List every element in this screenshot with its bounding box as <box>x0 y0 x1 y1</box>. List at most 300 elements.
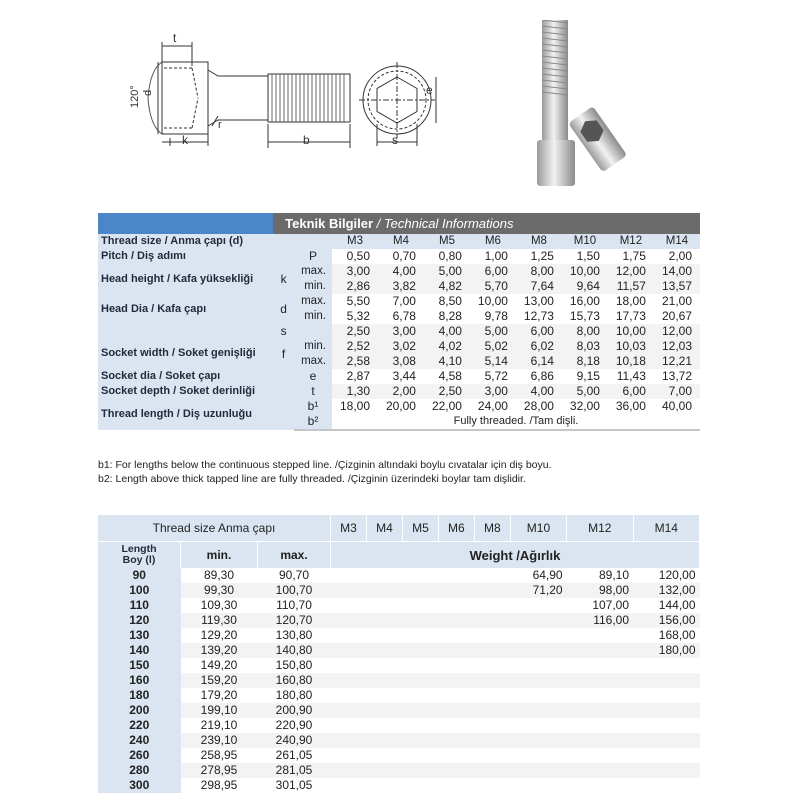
weight-cell <box>567 718 633 733</box>
cell: 12,73 <box>523 309 554 323</box>
max-cell: 220,90 <box>275 718 313 732</box>
head-dia-label: Head Dia / Kafa çapı <box>98 294 273 324</box>
cell: 3,00 <box>470 384 516 399</box>
thread-size-header: Thread size Anma çapı <box>98 515 331 542</box>
weight-cell <box>510 703 566 718</box>
max-label: max. <box>294 354 332 369</box>
dim-e-label: e <box>426 83 433 97</box>
cell: 2,86 <box>332 279 378 294</box>
cell: 4,00 <box>516 384 562 399</box>
col-m6: M6 <box>438 515 474 542</box>
weight-cell <box>366 658 402 673</box>
col-m10: M10 <box>510 515 566 542</box>
cell: 4,02 <box>424 339 470 354</box>
cell: 10,00 <box>608 324 654 339</box>
length-cell: 100 <box>98 583 181 598</box>
min-cell: 298,95 <box>200 778 238 792</box>
weight-cell <box>567 688 633 703</box>
cell: 21,00 <box>661 294 692 308</box>
max-cell: 281,05 <box>258 763 331 778</box>
min-cell: 99,30 <box>181 583 258 598</box>
cell: 5,00 <box>562 384 608 399</box>
cell: 6,00 <box>470 264 516 279</box>
weight-cell <box>438 733 474 748</box>
col-m14: M14 <box>633 515 699 542</box>
cell: 3,00 <box>332 264 378 279</box>
weight-cell <box>567 733 633 748</box>
max-label: max. <box>294 264 332 279</box>
cell: 5,50 <box>346 294 370 308</box>
cell: 5,72 <box>484 369 508 383</box>
col-m14: M14 <box>654 234 700 249</box>
weight-cell <box>331 688 367 703</box>
cell: 5,32 <box>346 309 370 323</box>
weight-cell <box>510 748 566 763</box>
weight-cell <box>474 628 510 643</box>
table-row <box>98 628 700 643</box>
cell: 2,50 <box>424 384 470 399</box>
length-cell: 300 <box>98 778 181 793</box>
cell: 9,64 <box>562 279 608 294</box>
row-thread-length-b1 <box>98 399 700 414</box>
weight-cell <box>366 598 402 613</box>
weight-cell <box>438 628 474 643</box>
length-cell: 280 <box>98 763 181 778</box>
max-cell: 180,80 <box>275 688 313 702</box>
weight-cell <box>331 643 367 658</box>
cell: 1,00 <box>484 249 508 263</box>
weight-cell <box>366 763 402 778</box>
cell: 9,15 <box>576 369 600 383</box>
weight-cell <box>331 718 367 733</box>
min-cell: 89,30 <box>203 568 235 582</box>
cell: 1,30 <box>332 384 378 399</box>
dim-k-label: k <box>182 133 188 147</box>
cell: 8,28 <box>438 309 462 323</box>
table-row <box>98 703 700 718</box>
col-m4: M4 <box>378 234 424 249</box>
col-m12: M12 <box>567 515 633 542</box>
cell: 4,00 <box>424 324 470 339</box>
weight-cell <box>366 733 402 748</box>
weight-cell: 144,00 <box>658 598 696 612</box>
weight-cell <box>510 718 566 733</box>
title-accent <box>98 213 273 234</box>
weight-cell <box>366 628 402 643</box>
cell: 11,57 <box>608 279 654 294</box>
weight-cell <box>402 733 438 748</box>
weight-cell <box>402 628 438 643</box>
weight-cell <box>366 688 402 703</box>
cell: 12,00 <box>654 324 700 339</box>
cell: 4,82 <box>424 279 470 294</box>
weight-cell <box>438 643 474 658</box>
weight-table <box>98 515 700 793</box>
weight-cell <box>567 628 633 643</box>
cell: 2,00 <box>378 384 424 399</box>
weight-cell <box>331 748 367 763</box>
weight-cell <box>474 673 510 688</box>
cell: 20,00 <box>385 399 416 413</box>
dim-r-label: r <box>218 119 222 131</box>
weight-cell: 71,20 <box>510 583 566 598</box>
weight-cell <box>331 628 367 643</box>
cell: 8,00 <box>516 264 562 279</box>
weight-cell <box>402 598 438 613</box>
cell: 11,43 <box>616 369 646 383</box>
cell: 16,00 <box>569 294 600 308</box>
cell: 18,00 <box>615 294 646 308</box>
weight-cell <box>331 778 367 793</box>
weight-cell <box>474 658 510 673</box>
weight-cell: 64,90 <box>532 568 563 582</box>
row-head-height-max <box>98 264 700 279</box>
weight-cell <box>402 763 438 778</box>
min-cell: 109,30 <box>200 598 238 612</box>
cell: 8,03 <box>562 339 608 354</box>
min-label: min. <box>294 279 332 294</box>
cell: 24,00 <box>477 399 508 413</box>
min-cell: 139,20 <box>181 643 258 658</box>
cell: 8,00 <box>562 324 608 339</box>
min-cell: 119,30 <box>181 613 258 628</box>
weight-cell <box>567 778 633 793</box>
max-header: max. <box>258 542 331 569</box>
pitch-sym: P <box>294 249 332 264</box>
max-cell: 200,90 <box>258 703 331 718</box>
weight-cell <box>474 598 510 613</box>
weight-cell <box>567 673 633 688</box>
min-cell: 179,20 <box>200 688 238 702</box>
weight-cell <box>402 568 438 583</box>
weight-cell <box>366 778 402 793</box>
weight-cell: 180,00 <box>633 643 699 658</box>
thread-length-sym-b2: b² <box>294 414 332 430</box>
weight-cell <box>474 613 510 628</box>
table-row <box>98 643 700 658</box>
weight-cell <box>474 763 510 778</box>
cell: 12,21 <box>654 354 700 369</box>
weight-cell <box>402 673 438 688</box>
cell: 14,00 <box>654 264 700 279</box>
length-cell: 90 <box>98 568 181 583</box>
max-cell: 130,80 <box>275 628 313 642</box>
dim-s-label: s <box>392 133 398 147</box>
cell: 15,73 <box>569 309 600 323</box>
cell: 6,14 <box>516 354 562 369</box>
cell: 2,58 <box>332 354 378 369</box>
weight-cell <box>474 568 510 583</box>
cell: 28,00 <box>523 399 554 413</box>
weight-cell <box>366 703 402 718</box>
weight-cell <box>331 583 367 598</box>
col-m10: M10 <box>562 234 608 249</box>
weight-cell <box>402 718 438 733</box>
weight-cell <box>331 763 367 778</box>
cell: 5,00 <box>424 264 470 279</box>
note-b1: b1: For lengths below the continuous stepped line. /Çizginin altındaki boylu cıvatalar için diş boyu. <box>98 459 552 471</box>
head-side-view <box>148 42 350 148</box>
dim-angle-label: 120° <box>129 85 141 108</box>
cell: 6,02 <box>516 339 562 354</box>
weight-cell <box>510 763 566 778</box>
weight-cell <box>567 658 633 673</box>
min-cell: 239,10 <box>181 733 258 748</box>
cell: 36,00 <box>615 399 646 413</box>
cell: 5,00 <box>470 324 516 339</box>
cell: 2,50 <box>332 324 378 339</box>
weight-cell <box>510 643 566 658</box>
weight-cell <box>366 643 402 658</box>
cell: 0,70 <box>392 249 416 263</box>
cell: 1,25 <box>530 249 554 263</box>
table-row <box>98 688 700 703</box>
socket-depth-sym: t <box>294 384 332 399</box>
length-cell: 240 <box>98 733 181 748</box>
cell: 12,00 <box>608 264 654 279</box>
weight-cell: 120,00 <box>658 568 696 582</box>
length-cell: 180 <box>98 688 181 703</box>
note-b2: b2: Length above thick tapped line are fully threaded. /Çizginin üzerindeki boylar tam dişlidir. <box>98 473 526 485</box>
weight-cell <box>438 763 474 778</box>
col-m8: M8 <box>474 515 510 542</box>
socket-width-sym-f: f <box>273 339 294 369</box>
table-row <box>98 613 700 628</box>
length-cell: 220 <box>98 718 181 733</box>
weight-cell <box>366 718 402 733</box>
cell: 2,00 <box>668 249 692 263</box>
length-cell: 110 <box>98 598 181 613</box>
weight-cell <box>474 718 510 733</box>
row-socket-width-s <box>98 324 700 339</box>
thread-length-label: Thread length / Diş uzunluğu <box>98 399 294 430</box>
cell: 40,00 <box>661 399 692 413</box>
cell: 6,00 <box>516 324 562 339</box>
cell: 3,82 <box>378 279 424 294</box>
socket-dia-sym: e <box>294 369 332 384</box>
weight-cell: 156,00 <box>633 613 699 628</box>
length-cell: 150 <box>98 658 181 673</box>
cell: 0,80 <box>438 249 462 263</box>
weight-cell <box>366 673 402 688</box>
weight-cell <box>474 748 510 763</box>
cell: 8,18 <box>562 354 608 369</box>
cell: 6,86 <box>530 369 554 383</box>
cell: 13,72 <box>661 369 692 383</box>
table-row <box>98 583 700 598</box>
weight-cell: 132,00 <box>633 583 699 598</box>
col-m5: M5 <box>424 234 470 249</box>
length-cell: 130 <box>98 628 181 643</box>
head-height-sym: k <box>273 264 294 294</box>
cell: 5,02 <box>470 339 516 354</box>
weight-cell <box>402 613 438 628</box>
cell: 5,14 <box>470 354 516 369</box>
col-m3: M3 <box>331 515 367 542</box>
weight-cell <box>366 613 402 628</box>
weight-cell <box>438 688 474 703</box>
weight-cell <box>331 703 367 718</box>
weight-cell <box>633 763 699 778</box>
thread-length-sym-b1: b¹ <box>294 399 332 414</box>
max-cell: 140,80 <box>258 643 331 658</box>
max-cell: 240,90 <box>258 733 331 748</box>
socket-depth-label: Socket depth / Soket derinliği <box>98 384 294 399</box>
cell: 9,78 <box>484 309 508 323</box>
footnotes <box>98 458 552 486</box>
weight-cell <box>474 703 510 718</box>
weight-rows <box>98 568 700 793</box>
cell: 2,87 <box>346 369 370 383</box>
cell: 7,00 <box>392 294 416 308</box>
weight-cell <box>474 688 510 703</box>
table-row <box>98 748 700 763</box>
weight-cell <box>366 748 402 763</box>
head-height-label: Head height / Kafa yüksekliği <box>98 264 273 294</box>
cell: 7,64 <box>516 279 562 294</box>
bolt-drawing <box>100 20 700 200</box>
weight-cell: 89,10 <box>598 568 630 582</box>
max-cell: 100,70 <box>258 583 331 598</box>
weight-cell <box>331 613 367 628</box>
weight-cell <box>402 688 438 703</box>
max-label: max. <box>294 294 332 309</box>
weight-cell <box>510 673 566 688</box>
weight-cell: 107,00 <box>592 598 630 612</box>
col-m4: M4 <box>366 515 402 542</box>
min-cell: 258,95 <box>200 748 238 762</box>
weight-cell <box>633 688 699 703</box>
cell: 1,75 <box>622 249 646 263</box>
cell: 13,57 <box>654 279 700 294</box>
cell: 18,00 <box>339 399 370 413</box>
blank <box>294 324 332 339</box>
max-cell: 160,80 <box>258 673 331 688</box>
weight-cell <box>633 748 699 763</box>
table-row <box>98 778 700 793</box>
cell: 10,00 <box>562 264 608 279</box>
cell: 17,73 <box>615 309 646 323</box>
weight-cell <box>510 778 566 793</box>
cell: 8,50 <box>438 294 462 308</box>
cell: 3,44 <box>392 369 416 383</box>
table-row <box>98 733 700 748</box>
technical-info-table <box>98 213 700 431</box>
weight-cell <box>438 778 474 793</box>
weight-cell <box>474 733 510 748</box>
min-cell: 219,10 <box>200 718 238 732</box>
table-row <box>98 598 700 613</box>
bolt-photo <box>537 20 627 186</box>
weight-cell <box>633 673 699 688</box>
cell: 3,02 <box>378 339 424 354</box>
weight-cell <box>331 673 367 688</box>
table-row <box>98 568 700 583</box>
pitch-label: Pitch / Diş adımı <box>98 249 294 264</box>
dim-t-label: t <box>173 31 177 45</box>
cell: 0,50 <box>346 249 370 263</box>
cell: 3,00 <box>378 324 424 339</box>
cell: 6,78 <box>392 309 416 323</box>
length-cell: 160 <box>98 673 181 688</box>
weight-cell <box>510 613 566 628</box>
weight-cell <box>438 673 474 688</box>
col-m12: M12 <box>608 234 654 249</box>
length-label-en: Length <box>121 543 157 555</box>
weight-cell: 116,00 <box>567 613 633 628</box>
weight-cell <box>402 643 438 658</box>
col-m6: M6 <box>470 234 516 249</box>
weight-cell <box>510 688 566 703</box>
table-row <box>98 658 700 673</box>
weight-cell <box>402 778 438 793</box>
weight-cell <box>331 733 367 748</box>
weight-cell <box>567 703 633 718</box>
cell: 3,08 <box>378 354 424 369</box>
weight-cell <box>510 658 566 673</box>
length-cell: 140 <box>98 643 181 658</box>
min-cell: 149,20 <box>200 658 238 672</box>
dim-d-label: d <box>142 89 154 96</box>
head-dia-sym: d <box>273 294 294 324</box>
weight-cell <box>438 748 474 763</box>
weight-cell <box>510 598 566 613</box>
weight-cell <box>474 643 510 658</box>
length-label-tr: Boy (l) <box>122 554 156 566</box>
length-header <box>98 542 181 569</box>
weight-cell <box>402 583 438 598</box>
cell: 12,03 <box>654 339 700 354</box>
cell: 10,00 <box>477 294 508 308</box>
weight-cell: 98,00 <box>567 583 633 598</box>
fully-threaded-note: Fully threaded. /Tam dişli. <box>332 414 700 430</box>
cell: 1,50 <box>576 249 600 263</box>
cell: 6,00 <box>608 384 654 399</box>
socket-width-sym-s: s <box>273 324 294 339</box>
row-pitch <box>98 249 700 264</box>
cell: 4,58 <box>438 369 462 383</box>
weight-cell <box>438 598 474 613</box>
weight-cell <box>331 598 367 613</box>
col-m3: M3 <box>332 234 378 249</box>
weight-cell <box>438 613 474 628</box>
cell: 4,00 <box>378 264 424 279</box>
cell: 5,70 <box>470 279 516 294</box>
weight-cell <box>633 733 699 748</box>
weight-cell <box>331 658 367 673</box>
max-cell: 90,70 <box>278 568 310 582</box>
length-cell: 200 <box>98 703 181 718</box>
weight-cell <box>438 703 474 718</box>
cell: 10,18 <box>608 354 654 369</box>
cell: 32,00 <box>569 399 600 413</box>
cell: 13,00 <box>523 294 554 308</box>
weight-cell <box>402 703 438 718</box>
min-cell: 129,20 <box>200 628 238 642</box>
socket-width-label: Socket width / Soket genişliği <box>98 324 273 369</box>
min-label: min. <box>294 309 332 324</box>
min-cell: 278,95 <box>181 763 258 778</box>
weight-cell <box>331 568 367 583</box>
table-title <box>273 213 700 234</box>
table-row <box>98 763 700 778</box>
row-head-dia-max <box>98 294 700 309</box>
weight-cell <box>438 568 474 583</box>
max-cell: 261,05 <box>275 748 313 762</box>
min-cell: 199,10 <box>181 703 258 718</box>
weight-cell <box>402 748 438 763</box>
min-cell: 159,20 <box>181 673 258 688</box>
